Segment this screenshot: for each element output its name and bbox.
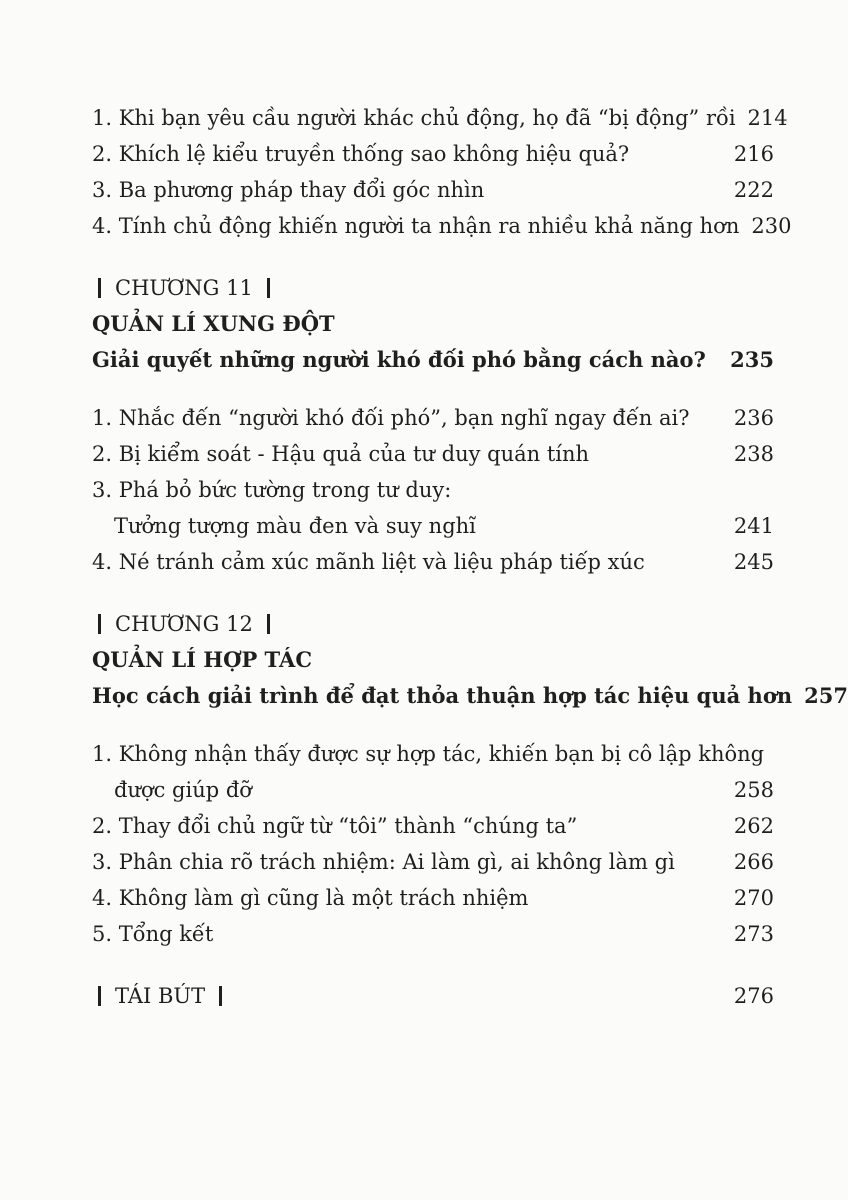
chapter-subtitle-text: Giải quyết những người khó đối phó bằng cách nào? [92, 347, 706, 372]
toc-entry [92, 544, 774, 580]
toc-entry [92, 436, 774, 472]
postscript-label-text: TÁI BÚT [115, 984, 206, 1008]
toc-entry-page: 241 [733, 514, 774, 538]
chapter-12-title: QUẢN LÍ HỢP TÁC [92, 647, 313, 672]
toc-entry-text: 4. Tính chủ động khiến người ta nhận ra nhiều khả năng hơn [92, 214, 740, 238]
toc-entry-continuation [92, 508, 774, 544]
chapter-11-label [92, 270, 774, 306]
toc-entry [92, 844, 774, 880]
toc-entry-text: Tưởng tượng màu đen và suy nghĩ [114, 514, 476, 538]
toc-entry-page: 222 [733, 178, 774, 202]
toc-entry [92, 808, 774, 844]
bar-mark [98, 614, 101, 634]
toc-entry-page: 258 [733, 778, 774, 802]
chapter-11-entries [92, 400, 774, 580]
toc-entry [92, 136, 774, 172]
toc-entry [92, 100, 788, 136]
toc-entry-text: 2. Thay đổi chủ ngữ từ “tôi” thành “chúng ta” [92, 814, 578, 838]
toc-entry-text: 4. Né tránh cảm xúc mãnh liệt và liệu pháp tiếp xúc [92, 550, 645, 574]
toc-entry-page: 245 [733, 550, 774, 574]
toc-entry-page: 216 [733, 142, 774, 166]
toc-entry-text: 3. Phá bỏ bức tường trong tư duy: [92, 478, 452, 502]
bar-mark [267, 278, 270, 298]
toc-entry-page: 230 [751, 214, 792, 238]
toc-entry-text: 5. Tổng kết [92, 922, 214, 946]
toc-entry [92, 208, 792, 244]
toc-entry-page: 214 [747, 106, 788, 130]
chapter-label-text: CHƯƠNG 11 [115, 276, 253, 300]
toc-entry-page: 238 [733, 442, 774, 466]
chapter-12-subtitle [92, 678, 848, 714]
toc-entry-text: 3. Phân chia rõ trách nhiệm: Ai làm gì, ai không làm gì [92, 850, 675, 874]
toc-entry-text: 2. Bị kiểm soát - Hậu quả của tư duy quán tính [92, 442, 590, 466]
toc-entry-page: 270 [733, 886, 774, 910]
toc-entry-continuation [92, 772, 774, 808]
chapter-11-title: QUẢN LÍ XUNG ĐỘT [92, 311, 335, 336]
toc-entry-text: được giúp đỡ [114, 778, 252, 802]
bar-mark [219, 986, 222, 1006]
toc-entry-page: 236 [733, 406, 774, 430]
toc-entry-page: 262 [733, 814, 774, 838]
chapter-11-subtitle [92, 342, 774, 378]
toc-entry [92, 880, 774, 916]
chapter-label-text: CHƯƠNG 12 [115, 612, 253, 636]
toc-entry-page: 273 [733, 922, 774, 946]
toc-entry-text: 2. Khích lệ kiểu truyền thống sao không hiệu quả? [92, 142, 630, 166]
postscript-entry [92, 978, 774, 1014]
intro-section [92, 100, 792, 244]
chapter-12-entries [92, 736, 774, 952]
chapter-subtitle-page: 235 [730, 347, 774, 372]
bar-mark [98, 278, 101, 298]
chapter-12-label [92, 606, 774, 642]
chapter-subtitle-page: 257 [804, 683, 848, 708]
table-of-contents [92, 100, 848, 1014]
toc-entry-text: 4. Không làm gì cũng là một trách nhiệm [92, 886, 529, 910]
toc-entry [92, 916, 774, 952]
postscript-page: 276 [733, 984, 774, 1008]
chapter-subtitle-text: Học cách giải trình để đạt thỏa thuận hợp tác hiệu quả hơn [92, 683, 793, 708]
toc-entry-page: 266 [733, 850, 774, 874]
toc-entry-text: 1. Nhắc đến “người khó đối phó”, bạn nghĩ ngay đến ai? [92, 406, 690, 430]
toc-entry-text: 1. Khi bạn yêu cầu người khác chủ động, họ đã “bị động” rồi [92, 106, 736, 130]
postscript-label [92, 978, 222, 1014]
toc-entry-text: 3. Ba phương pháp thay đổi góc nhìn [92, 178, 485, 202]
toc-entry [92, 736, 774, 772]
bar-mark [98, 986, 101, 1006]
toc-entry [92, 172, 774, 208]
toc-entry [92, 400, 774, 436]
bar-mark [267, 614, 270, 634]
toc-entry-text: 1. Không nhận thấy được sự hợp tác, khiến bạn bị cô lập không [92, 742, 765, 766]
toc-entry [92, 472, 774, 508]
